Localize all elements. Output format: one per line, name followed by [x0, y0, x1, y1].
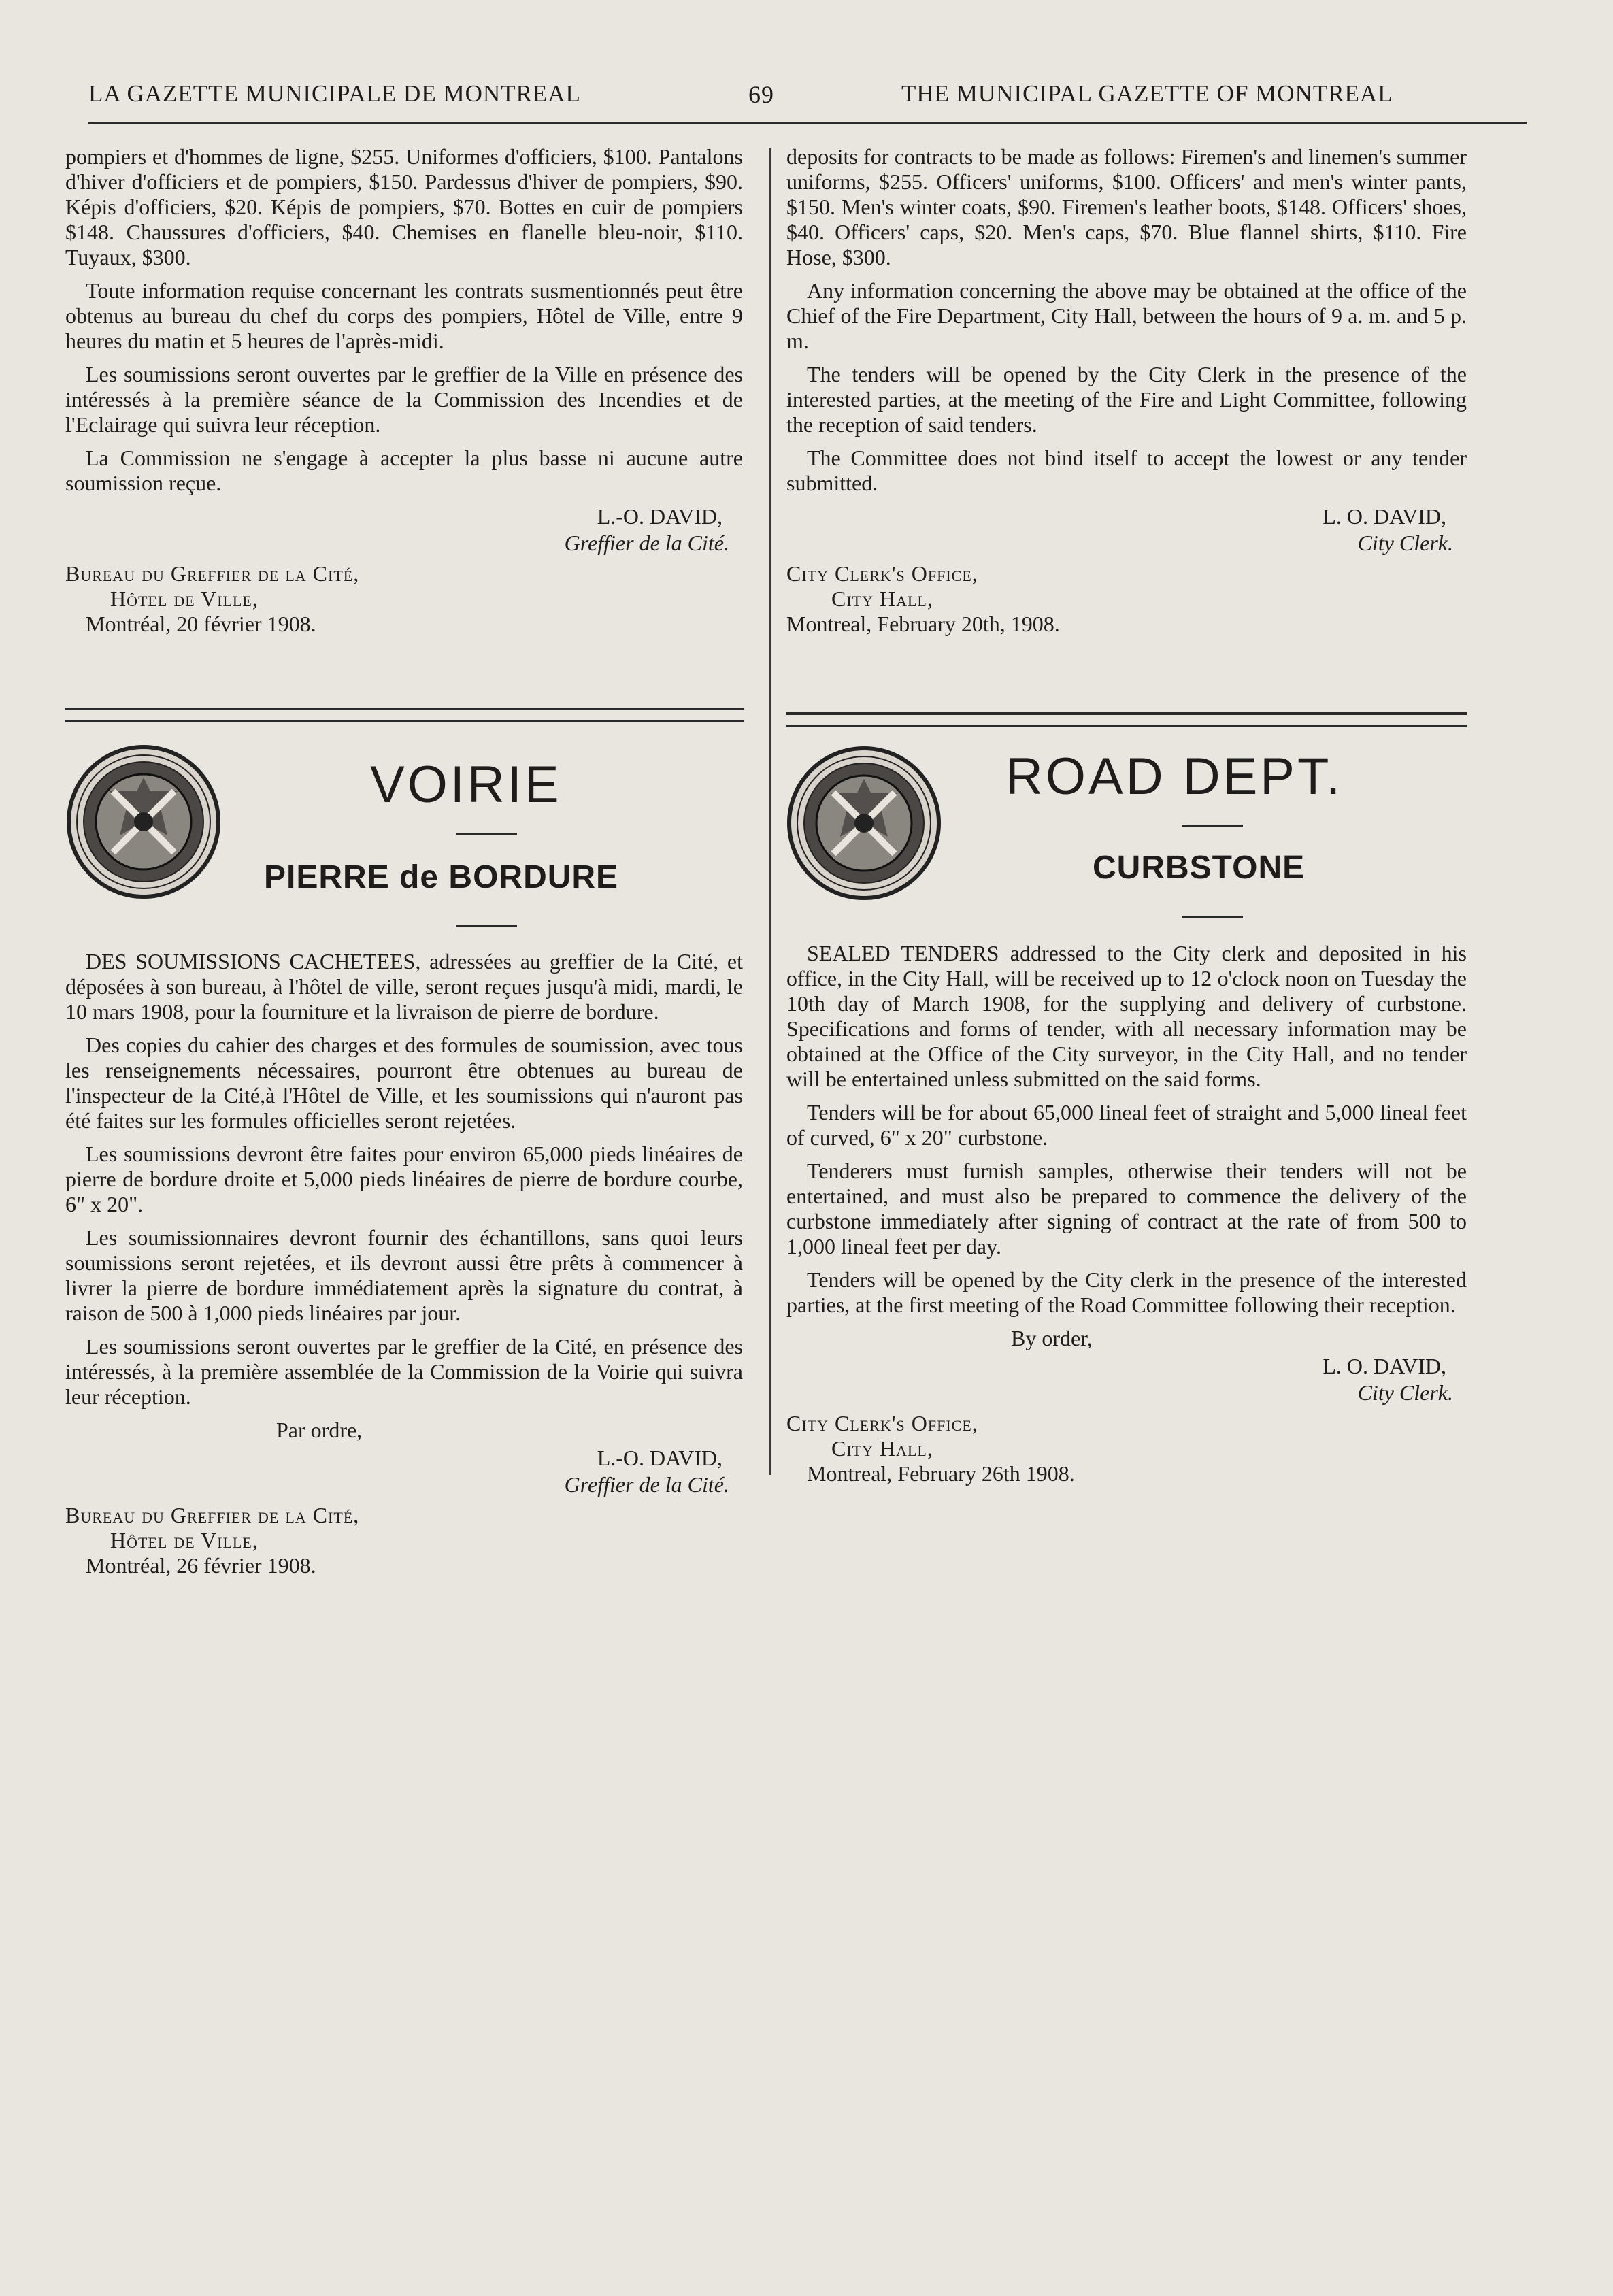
column-divider — [769, 148, 771, 1475]
section-title: ROAD DEPT. — [1005, 748, 1344, 805]
signatory-name: L. O. DAVID, — [1323, 1354, 1446, 1378]
curbstone-notice-french — [65, 949, 743, 1578]
paragraph: Les soumissionnaires devront fournir des échantillons, sans quoi leurs soumissions seront rejetées, et ils devront aussi être prêts à commencer à livrer la pierre de bordure immédiatement après la signature du contrat, à raison de 500 à 1,000 pieds linéaires par jour. — [65, 1225, 743, 1325]
paragraph: SEALED TENDERS addressed to the City clerk and deposited in his office, in the City Hall, will be received up to 12 o'clock noon on Tuesday the 10th day of March 1908, for the supplying and delivery of curbstone. Specifications and forms of tender, with all necessary information may be obtained at the Office of the City surveyor, in the City Hall, and no tender will be entertained unless submitted on the said forms. — [786, 941, 1467, 1091]
signatory-name: L.-O. DAVID, — [597, 504, 722, 529]
paragraph: Les soumissions seront ouvertes par le greffier de la Ville en présence des intéressés à la première séance de la Commission des Incendies et de l'Eclairage qui suivra leur réception. — [65, 362, 743, 437]
address-block — [786, 1411, 1467, 1486]
signatory-title: City Clerk. — [1357, 1380, 1453, 1405]
address-line: Hôtel de Ville, — [110, 586, 259, 611]
address-block — [786, 561, 1467, 637]
fire-tender-notice-french — [65, 144, 743, 637]
paragraph: La Commission ne s'engage à accepter la plus basse ni aucune autre soumission reçue. — [65, 446, 743, 495]
by-order-line: Par ordre, — [276, 1418, 363, 1442]
header-title-french: LA GAZETTE MUNICIPALE DE MONTREAL — [88, 80, 581, 107]
signatory-title: Greffier de la Cité. — [564, 1472, 729, 1497]
address-block — [65, 1503, 743, 1578]
address-line: Hôtel de Ville, — [110, 1528, 259, 1552]
address-line: City Clerk's Office, — [786, 1411, 978, 1435]
signatory-title: City Clerk. — [1357, 531, 1453, 555]
header-title-english: THE MUNICIPAL GAZETTE OF MONTREAL — [901, 80, 1393, 107]
fire-tender-notice-english — [786, 144, 1467, 637]
paragraph: Les soumissions seront ouvertes par le greffier de la Cité, en présence des intéressés, à la première assemblée de la Commission de la Voirie qui suivra leur réception. — [65, 1334, 743, 1409]
address-line: Bureau du Greffier de la Cité, — [65, 561, 360, 586]
short-rule — [1182, 916, 1243, 918]
page-number: 69 — [748, 81, 774, 108]
section-double-rule — [65, 708, 744, 722]
date-line: Montréal, 26 février 1908. — [86, 1553, 316, 1578]
paragraph: pompiers et d'hommes de ligne, $255. Uniformes d'officiers, $100. Pantalons d'hiver d'officiers et de pompiers, $150. Pardessus d'hiver de pompiers, $90. Képis d'officiers, $20. Képis de pompiers, $70. Bottes en cuir de pompiers $148. Chaussures d'officiers, $40. Chemises en flanelle bleu-noir, $110. Tuyaux, $300. — [65, 144, 743, 269]
date-line: Montreal, February 26th 1908. — [807, 1461, 1075, 1486]
short-rule — [456, 833, 517, 835]
header-rule — [88, 122, 1527, 124]
paragraph: The Committee does not bind itself to accept the lowest or any tender submitted. — [786, 446, 1467, 495]
paragraph: DES SOUMISSIONS CACHETEES, adressées au greffier de la Cité, et déposées à son bureau, à l'hôtel de ville, seront reçues jusqu'à midi, mardi, le 10 mars 1908, pour la fourniture et la livraison de pierre de bordure. — [65, 949, 743, 1024]
paragraph: Any information concerning the above may be obtained at the office of the Chief of the Fire Department, City Hall, between the hours of 9 a. m. and 5 p. m. — [786, 278, 1467, 353]
paragraph: Tenders will be for about 65,000 lineal feet of straight and 5,000 lineal feet of curved, 6" x 20" curbstone. — [786, 1100, 1467, 1150]
date-line: Montréal, 20 février 1908. — [86, 612, 316, 636]
paragraph: The tenders will be opened by the City Clerk in the presence of the interested parties, at the meeting of the Fire and Light Committee, following the reception of said tenders. — [786, 362, 1467, 437]
section-subtitle: CURBSTONE — [1093, 850, 1306, 886]
section-title: VOIRIE — [370, 756, 562, 814]
paragraph: deposits for contracts to be made as follows: Firemen's and linemen's summer uniforms, $255. Officers' uniforms, $100. Officers' and men's winter pants, $150. Men's winter coats, $90. Firemen's leather boots, $148. Officers' shoes, $40. Officers' caps, $20. Men's caps, $70. Blue flannel shirts, $110. Fire Hose, $300. — [786, 144, 1467, 269]
section-subtitle: PIERRE de BORDURE — [264, 859, 619, 895]
curbstone-notice-english — [786, 941, 1467, 1486]
signatory-name: L.-O. DAVID, — [597, 1446, 722, 1470]
short-rule — [1182, 825, 1243, 827]
date-line: Montreal, February 20th, 1908. — [786, 612, 1060, 636]
section-double-rule — [786, 712, 1467, 727]
paragraph: Toute information requise concernant les contrats susmentionnés peut être obtenus au bureau du chef du corps des pompiers, Hôtel de Ville, entre 9 heures du matin et 5 heures de l'après-midi. — [65, 278, 743, 353]
paragraph: Les soumissions devront être faites pour environ 65,000 pieds linéaires de pierre de bordure droite et 5,000 pieds linéaires de pierre de bordure courbe, 6" x 20". — [65, 1142, 743, 1216]
city-seal-icon — [65, 744, 222, 900]
city-seal-icon — [786, 745, 942, 901]
address-line: Bureau du Greffier de la Cité, — [65, 1503, 360, 1527]
address-block — [65, 561, 743, 637]
address-line: City Hall, — [831, 586, 933, 611]
by-order-line: By order, — [1011, 1326, 1093, 1350]
address-line: City Hall, — [831, 1436, 933, 1461]
paragraph: Des copies du cahier des charges et des formules de soumission, avec tous les renseignements nécessaires, pourront être obtenues au bureau de l'inspecteur de la Cité,à l'Hôtel de Ville, et les soumissions qui n'auront pas été faites sur les formules officielles seront rejetées. — [65, 1033, 743, 1133]
paragraph: Tenders will be opened by the City clerk in the presence of the interested parties, at the first meeting of the Road Committee following their reception. — [786, 1267, 1467, 1317]
address-line: City Clerk's Office, — [786, 561, 978, 586]
signatory-title: Greffier de la Cité. — [564, 531, 729, 555]
paragraph: Tenderers must furnish samples, otherwise their tenders will not be entertained, and must also be prepared to commence the delivery of the curbstone immediately after signing of contract at the rate of from 500 to 1,000 lineal feet per day. — [786, 1159, 1467, 1259]
short-rule — [456, 925, 517, 927]
signatory-name: L. O. DAVID, — [1323, 504, 1446, 529]
